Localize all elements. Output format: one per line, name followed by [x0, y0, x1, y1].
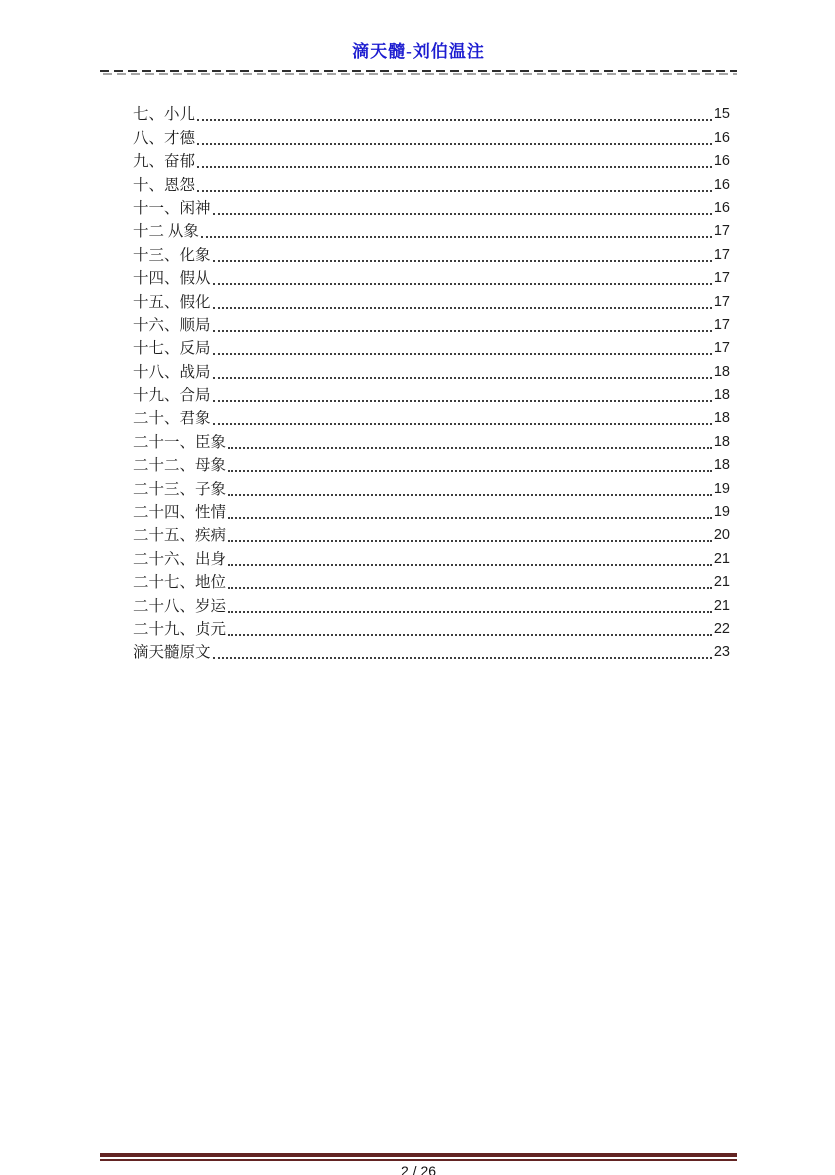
toc-entry[interactable] — [133, 453, 730, 476]
toc-entry[interactable] — [133, 196, 730, 219]
toc-leader-dots — [197, 143, 712, 145]
toc-leader-dots — [228, 494, 712, 496]
toc-entry[interactable] — [133, 266, 730, 289]
toc-entry[interactable] — [133, 593, 730, 616]
toc-entry[interactable] — [133, 172, 730, 195]
toc-entry-page: 17 — [713, 340, 730, 357]
toc-entry[interactable] — [133, 546, 730, 569]
toc-entry[interactable] — [133, 219, 730, 242]
toc-leader-dots — [228, 470, 712, 472]
toc-leader-dots — [228, 587, 712, 589]
toc-entry[interactable] — [133, 500, 730, 523]
toc-entry[interactable] — [133, 359, 730, 382]
toc-entry-page: 17 — [713, 223, 730, 240]
toc-leader-dots — [228, 634, 712, 636]
toc-leader-dots — [197, 119, 712, 121]
toc-leader-dots — [201, 236, 712, 238]
toc-entry-page: 23 — [713, 644, 730, 661]
toc-entry-page: 17 — [713, 246, 730, 263]
toc-entry-label: 二十五、疾病 — [133, 527, 227, 545]
toc-entry-label: 二十一、臣象 — [133, 433, 227, 451]
toc-entry-label: 十五、假化 — [133, 293, 211, 311]
toc-entry-page: 22 — [713, 620, 730, 637]
toc-entry-page: 21 — [713, 574, 730, 591]
toc-entry-label: 八、才德 — [133, 129, 196, 147]
toc-entry[interactable] — [133, 383, 730, 406]
header-dashed-divider — [100, 70, 737, 77]
toc-entry-label: 七、小儿 — [133, 106, 196, 124]
toc-entry-page: 19 — [713, 480, 730, 497]
toc-entry[interactable] — [133, 429, 730, 452]
footer-double-rule — [100, 1153, 737, 1161]
toc-entry-page: 20 — [713, 527, 730, 544]
toc-entry-page: 17 — [713, 270, 730, 287]
toc-entry[interactable] — [133, 149, 730, 172]
toc-leader-dots — [213, 330, 712, 332]
page-number-indicator: 2 / 26 — [400, 1163, 437, 1175]
toc-leader-dots — [213, 260, 712, 262]
toc-entry-page: 16 — [713, 199, 730, 216]
toc-entry-label: 二十三、子象 — [133, 480, 227, 498]
toc-entry[interactable] — [133, 125, 730, 148]
toc-entry[interactable] — [133, 570, 730, 593]
toc-entry-label: 二十六、出身 — [133, 550, 227, 568]
toc-entry[interactable] — [133, 289, 730, 312]
toc-entry-page: 18 — [713, 363, 730, 380]
toc-list — [133, 102, 730, 663]
page-header — [100, 42, 737, 62]
toc-leader-dots — [228, 564, 712, 566]
toc-entry-label: 二十二、母象 — [133, 457, 227, 475]
toc-entry[interactable] — [133, 313, 730, 336]
toc-entry-page: 21 — [713, 550, 730, 567]
toc-entry-label: 二十九、贞元 — [133, 620, 227, 638]
toc-leader-dots — [228, 540, 712, 542]
toc-entry-label: 二十、君象 — [133, 410, 211, 428]
toc-entry-label: 十八、战局 — [133, 363, 211, 381]
toc-leader-dots — [213, 657, 712, 659]
toc-entry[interactable] — [133, 617, 730, 640]
toc-entry-page: 21 — [713, 597, 730, 614]
document-title: 滴天髓-刘伯温注 — [352, 42, 485, 61]
toc-entry[interactable] — [133, 242, 730, 265]
toc-entry-page: 18 — [713, 433, 730, 450]
toc-entry-page: 16 — [713, 153, 730, 170]
toc-entry[interactable] — [133, 406, 730, 429]
toc-entry-page: 18 — [713, 410, 730, 427]
toc-entry-page: 16 — [713, 129, 730, 146]
toc-entry-page: 18 — [713, 387, 730, 404]
toc-entry-page: 15 — [713, 106, 730, 123]
toc-entry[interactable] — [133, 523, 730, 546]
toc-leader-dots — [213, 307, 712, 309]
toc-leader-dots — [213, 283, 712, 285]
toc-entry-label: 滴天髓原文 — [133, 644, 211, 662]
toc-entry-label: 十九、合局 — [133, 387, 211, 405]
toc-leader-dots — [213, 353, 712, 355]
toc-entry-label: 十三、化象 — [133, 246, 211, 264]
toc-entry-label: 二十四、性情 — [133, 504, 227, 522]
toc-entry[interactable] — [133, 102, 730, 125]
toc-leader-dots — [197, 190, 712, 192]
toc-entry-page: 18 — [713, 457, 730, 474]
toc-leader-dots — [213, 423, 712, 425]
toc-entry-label: 十六、顺局 — [133, 316, 211, 334]
toc-leader-dots — [213, 377, 712, 379]
toc-entry-label: 十四、假从 — [133, 270, 211, 288]
toc-leader-dots — [197, 166, 712, 168]
toc-leader-dots — [213, 400, 712, 402]
toc-entry-label: 十二 从象 — [133, 223, 199, 241]
toc-entry-page: 19 — [713, 504, 730, 521]
toc-entry[interactable] — [133, 640, 730, 663]
toc-entry-page: 16 — [713, 176, 730, 193]
toc-leader-dots — [213, 213, 712, 215]
toc-entry-label: 十一、闲神 — [133, 199, 211, 217]
toc-entry-label: 十、恩怨 — [133, 176, 196, 194]
toc-entry-label: 九、奋郁 — [133, 153, 196, 171]
toc-entry-page: 17 — [713, 316, 730, 333]
toc-leader-dots — [228, 517, 712, 519]
toc-entry-label: 二十七、地位 — [133, 574, 227, 592]
toc-entry-page: 17 — [713, 293, 730, 310]
toc-entry-label: 二十八、岁运 — [133, 597, 227, 615]
toc-leader-dots — [228, 447, 712, 449]
toc-leader-dots — [228, 611, 712, 613]
toc-entry[interactable] — [133, 336, 730, 359]
toc-entry-label: 十七、反局 — [133, 340, 211, 358]
toc-entry[interactable] — [133, 476, 730, 499]
